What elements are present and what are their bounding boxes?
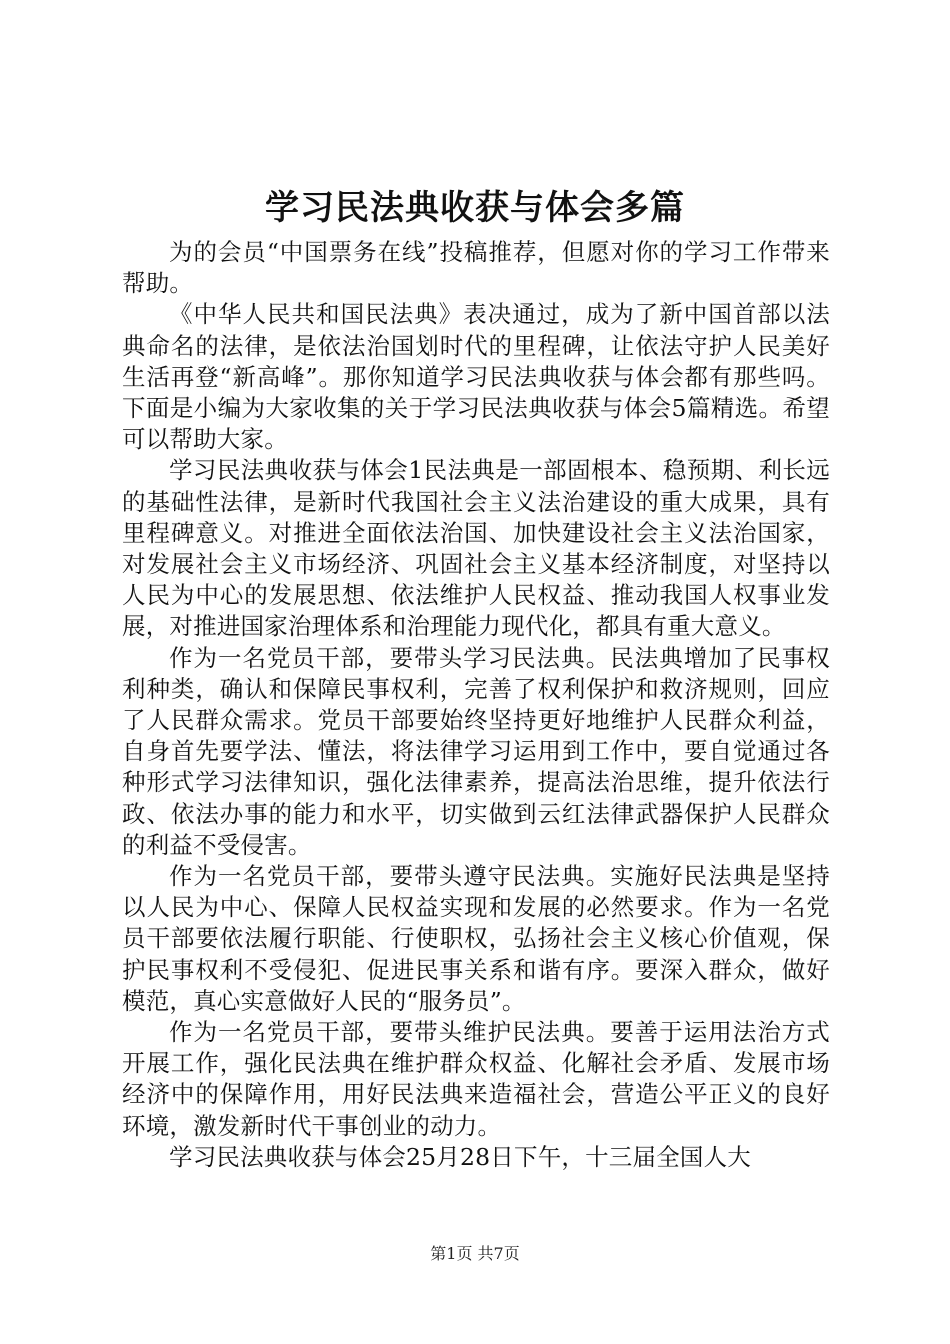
paragraph: 作为一名党员干部，要带头学习民法典。民法典增加了民事权利种类，确认和保障民事权利，完善了权利保护和救济规则，回应了人民群众需求。党员干部要始终坚持更好地维护人民群众利益，自身首先要学法、懂法，将法律学习运用到工作中，要自觉通过各种形式学习法律知识，强化法律素养，提高法治思维，提升依法行政、依法办事的能力和水平，切实做到云红法律武器保护人民群众的利益不受侵害。 bbox=[122, 643, 830, 859]
paragraph: 为的会员“中国票务在线”投稿推荐，但愿对你的学习工作带来帮助。 bbox=[122, 238, 830, 298]
document-body bbox=[122, 237, 830, 1173]
paragraph: 《中华人民共和国民法典》表决通过，成为了新中国首部以法典命名的法律，是依法治国划时代的里程碑，让依法守护人民美好生活再登“新高峰”。那你知道学习民法典收获与体会都有那些吗。下面是小编为大家收集的关于学习民法典收获与体会5篇精选。希望可以帮助大家。 bbox=[122, 300, 830, 454]
paragraph: 学习民法典收获与体会25月28日下午，十三届全国人大 bbox=[169, 1142, 752, 1171]
paragraph: 作为一名党员干部，要带头遵守民法典。实施好民法典是坚持以人民为中心、保障人民权益实现和发展的必然要求。作为一名党员干部要依法履行职能、行使职权，弘扬社会主义核心价值观，保护民事权利不受侵犯、促进民事关系和谐有序。要深入群众，做好模范，真心实意做好人民的“服务员”。 bbox=[122, 862, 830, 1015]
paragraph: 学习民法典收获与体会1民法典是一部固根本、稳预期、利长远的基础性法律，是新时代我国社会主义法治建设的重大成果，具有里程碑意义。对推进全面依法治国、加快建设社会主义法治国家，对发展社会主义市场经济、巩固社会主义基本经济制度，对坚持以人民为中心的发展思想、依法维护人民权益、推动我国人权事业发展，对推进国家治理体系和治理能力现代化，都具有重大意义。 bbox=[122, 456, 830, 641]
paragraph: 作为一名党员干部，要带头维护民法典。要善于运用法治方式开展工作，强化民法典在维护群众权益、化解社会矛盾、发展市场经济中的保障作用，用好民法典来造福社会，营造公平正义的良好环境，激发新时代干事创业的动力。 bbox=[122, 1018, 830, 1140]
page-footer: 第1页 共7页 bbox=[430, 1244, 520, 1263]
document-title: 学习民法典收获与体会多篇 bbox=[265, 188, 685, 228]
